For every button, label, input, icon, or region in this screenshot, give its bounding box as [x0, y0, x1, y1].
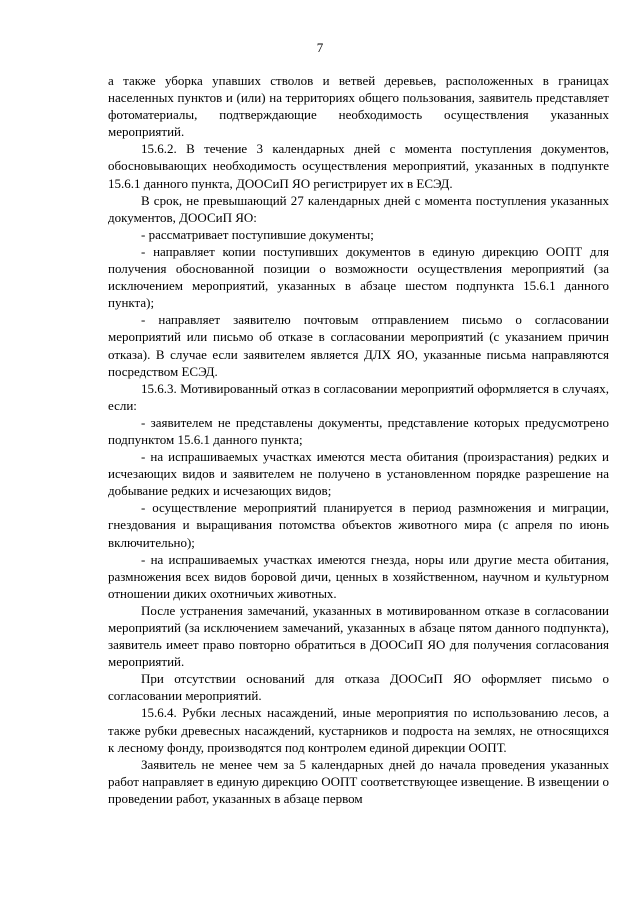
paragraph-notice: Заявитель не менее чем за 5 календарных дней до начала проведения указанных работ направляет в единую дирекцию ООПТ соответствующее извещение. В извещении о проведении работ, указанных в абзаце первом — [108, 756, 609, 806]
paragraph-15-6-2: 15.6.2. В течение 3 календарных дней с момента поступления документов, обосновывающих необходимость осуществления мероприятий, указанных в подпункте 15.6.1 данного пункта, ДООСиП ЯО регистрирует их в ЕСЭД. — [108, 141, 609, 191]
page-number: 7 — [316, 40, 324, 55]
list-item: - направляет копии поступивших документов в единую дирекцию ООПТ для получения обоснованной позиции о возможности осуществления мероприятий (за исключением мероприятий, указанных в абзаце шестом подпункта 15.6.1 данного пункта); — [108, 243, 609, 311]
list-item: - на испрашиваемых участках имеются гнезда, норы или другие места обитания, размножения всех видов боровой дичи, ценных в хозяйственном, научном и культурном отношении диких охотничьих животных. — [108, 551, 609, 601]
paragraph-deadline: В срок, не превышающий 27 календарных дней с момента поступления указанных документов, ДООСиП ЯО: — [108, 192, 609, 225]
document-body — [108, 72, 609, 807]
paragraph-approval-letter: При отсутствии оснований для отказа ДООСиП ЯО оформляет письмо о согласовании мероприятий. — [108, 671, 609, 704]
list-item: - направляет заявителю почтовым отправлением письмо о согласовании мероприятий или письмо об отказе в согласовании мероприятий (с указанием причин отказа). В случае если заявителем является ДЛХ ЯО, указанные письма направляются посредством ЕСЭД. — [108, 312, 609, 379]
paragraph-continuation: а также уборка упавших стволов и ветвей деревьев, расположенных в границах населенных пунктов и (или) на территориях общего пользования, заявитель представляет фотоматериалы, подтверждающие необходимость осуществления указанных мероприятий. — [108, 73, 609, 140]
list-item: - рассматривает поступившие документы; — [141, 226, 374, 242]
paragraph-15-6-4: 15.6.4. Рубки лесных насаждений, иные мероприятия по использованию лесов, а также рубки древесных насаждений, кустарников и подроста на землях, не относящихся к лесному фонду, производятся под контролем единой дирекции ООПТ. — [108, 705, 609, 755]
list-item: - осуществление мероприятий планируется в период размножения и миграции, гнездования и выращивания потомства объектов животного мира (с апреля по июнь включительно); — [108, 500, 609, 550]
list-item: - на испрашиваемых участках имеются места обитания (произрастания) редких и исчезающих видов и заявителем не получено в установленном порядке разрешение на добывание редких и исчезающих видов; — [108, 449, 609, 499]
paragraph-15-6-3: 15.6.3. Мотивированный отказ в согласовании мероприятий оформляется в случаях, если: — [108, 380, 609, 413]
paragraph-after-corrections: После устранения замечаний, указанных в мотивированном отказе в согласовании мероприятий (за исключением замечаний, указанных в абзаце пятом данного подпункта), заявитель имеет право повторно обратиться в ДООСиП ЯО для получения согласования мероприятий. — [108, 602, 609, 670]
list-item: - заявителем не представлены документы, представление которых предусмотрено подпунктом 15.6.1 данного пункта; — [108, 414, 609, 447]
